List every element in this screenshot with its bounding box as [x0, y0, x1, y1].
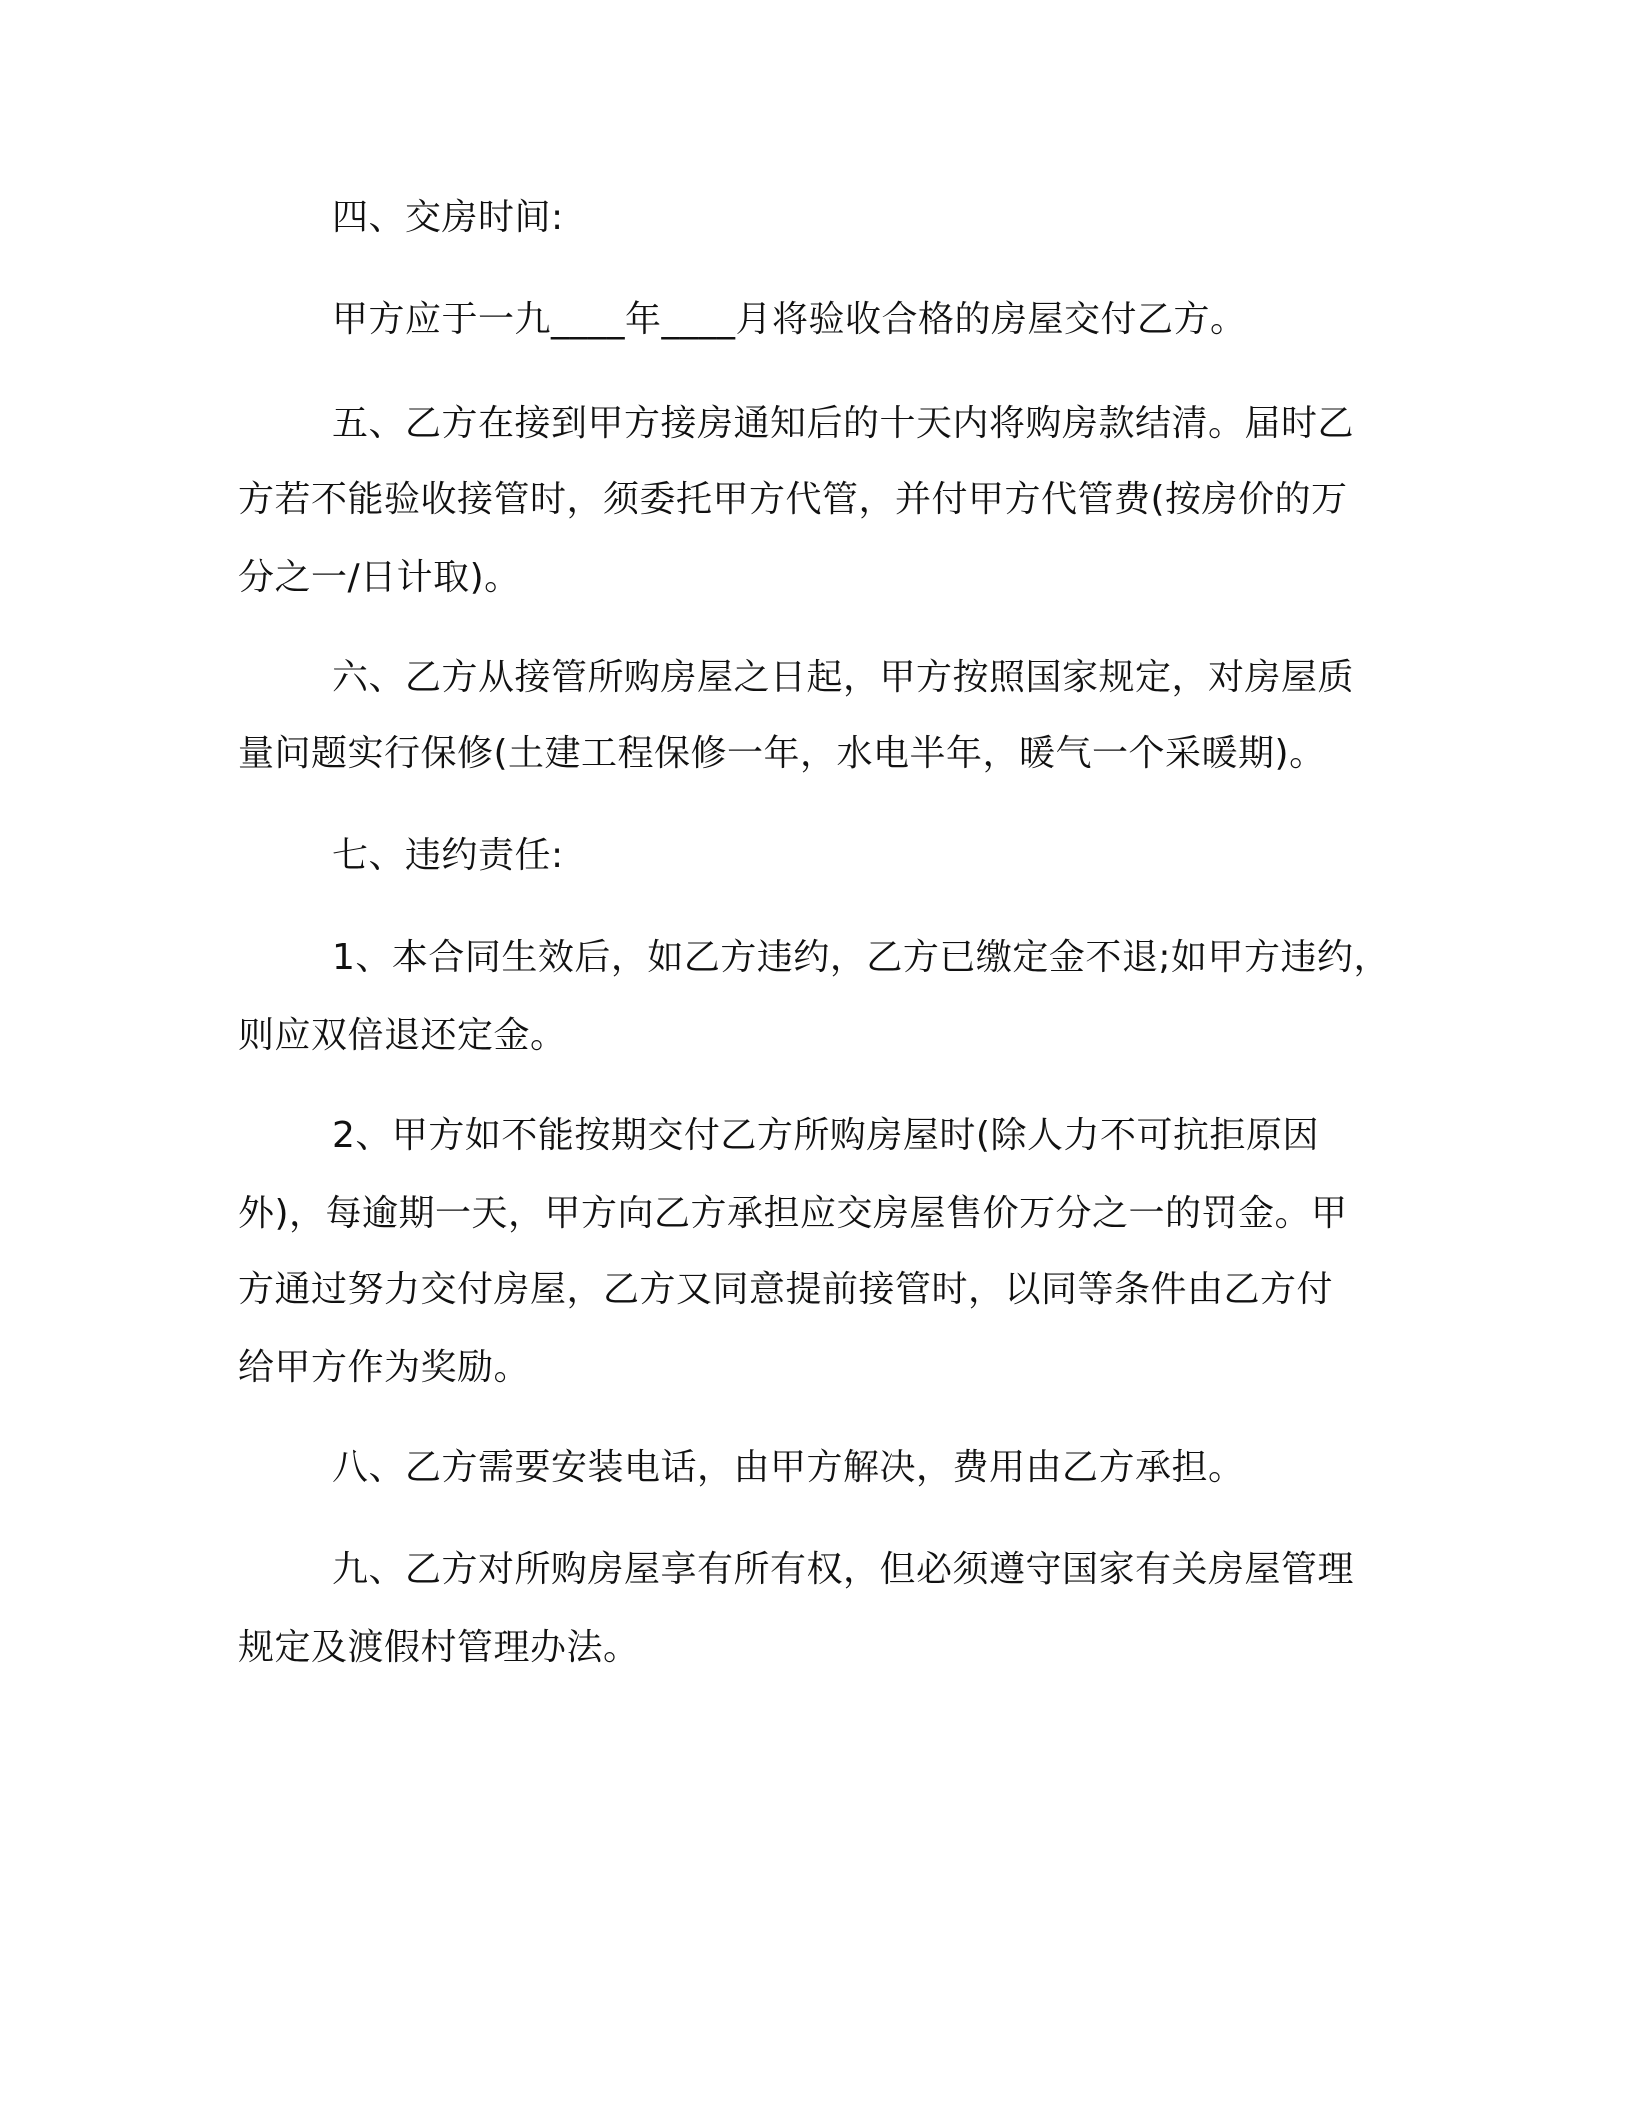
section-9-line-2: 规定及渡假村管理办法。 [238, 1627, 640, 1668]
section-6-line-1: 六、乙方从接管所购房屋之日起，甲方按照国家规定，对房屋质 [332, 657, 1355, 698]
section-5-line-1: 五、乙方在接到甲方接房通知后的十天内将购房款结清。届时乙 [332, 403, 1355, 444]
section-6-line-2: 量问题实行保修(土建工程保修一年，水电半年，暖气一个采暖期)。 [238, 733, 1326, 774]
section-7-heading: 七、违约责任: [332, 835, 564, 876]
section-5-line-3: 分之一/日计取)。 [238, 557, 521, 598]
clause-7-1-line-2: 则应双倍退还定金。 [238, 1015, 567, 1056]
section-8-text: 八、乙方需要安装电话，由甲方解决，费用由乙方承担。 [332, 1447, 1245, 1488]
clause-7-2-line-3: 方通过努力交付房屋，乙方又同意提前接管时，以同等条件由乙方付 [238, 1269, 1334, 1310]
clause-7-2-line-4: 给甲方作为奖励。 [238, 1347, 531, 1388]
clause-7-1-line-1: 1、本合同生效后，如乙方违约，乙方已缴定金不退;如甲方违约， [332, 937, 1391, 978]
clause-7-2-line-1: 2、甲方如不能按期交付乙方所购房屋时(除人力不可抗拒原因 [332, 1115, 1319, 1156]
section-4-heading: 四、交房时间: [332, 197, 564, 238]
section-9-line-1: 九、乙方对所购房屋享有所有权，但必须遵守国家有关房屋管理 [332, 1549, 1355, 1590]
clause-7-2-line-2: 外)，每逾期一天，甲方向乙方承担应交房屋售价万分之一的罚金。甲 [238, 1193, 1348, 1234]
section-4-text: 甲方应于一九____年____月将验收合格的房屋交付乙方。 [332, 299, 1247, 340]
section-5-line-2: 方若不能验收接管时，须委托甲方代管，并付甲方代管费(按房价的万 [238, 479, 1348, 520]
